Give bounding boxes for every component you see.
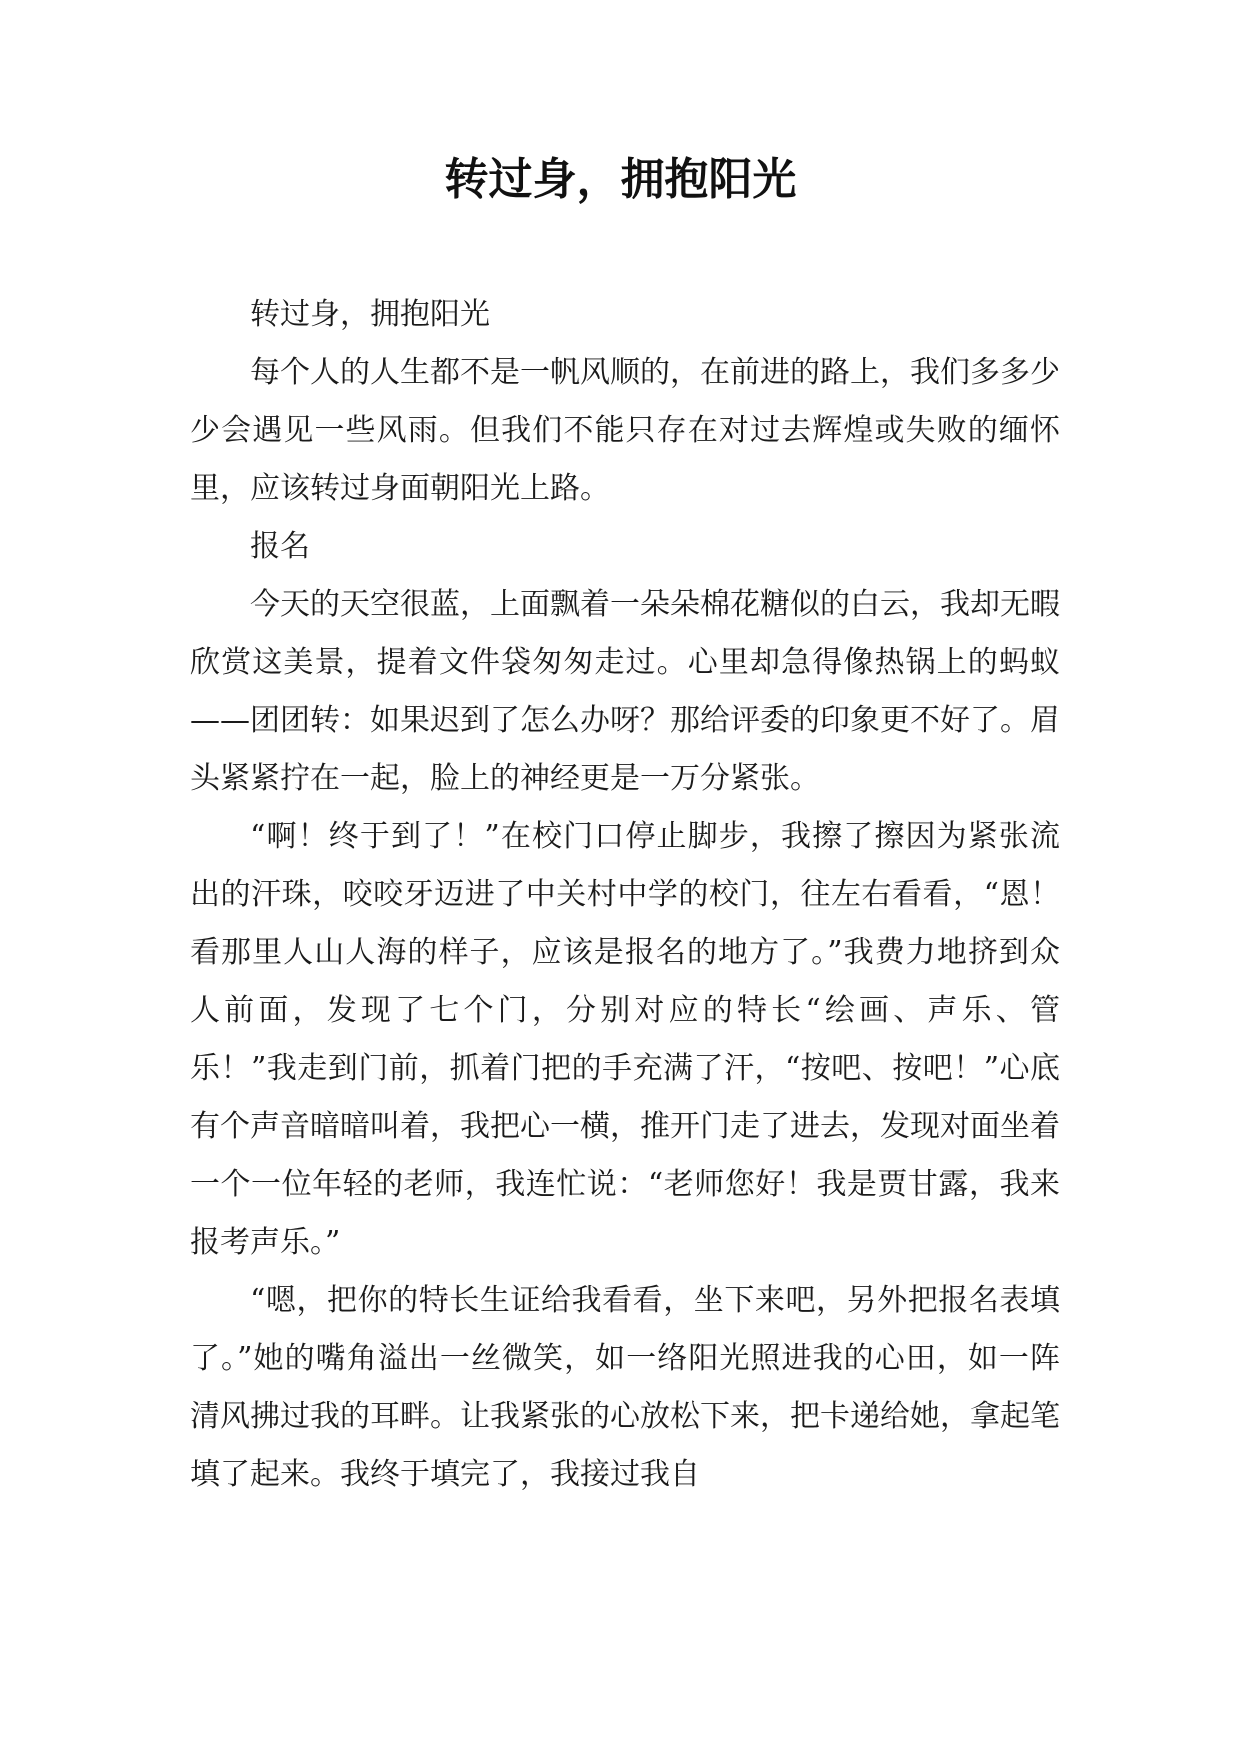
paragraph: 今天的天空很蓝，上面飘着一朵朵棉花糖似的白云，我却无暇欣赏这美景，提着文件袋匆匆走过。心里却急得像热锅上的蚂蚁——团团转：如果迟到了怎么办呀？那给评委的印象更不好了。眉头紧紧拧在一起，脸上的神经更是一万分紧张。 xyxy=(190,587,1060,796)
paragraph-heading: 转过身，拥抱阳光 xyxy=(250,297,490,332)
document-title: 转过身，拥抱阳光 xyxy=(444,154,797,205)
paragraph: “啊！终于到了！”在校门口停止脚步，我擦了擦因为紧张流出的汗珠，咬咬牙迈进了中关村中学的校门，往左右看看，“恩！看那里人山人海的样子，应该是报名的地方了。”我费力地挤到众人前面，发现了七个门，分别对应的特长“绘画、声乐、管乐！”我走到门前，抓着门把的手充满了汗，“按吧、按吧！”心底有个声音暗暗叫着，我把心一横，推开门走了进去，发现对面坐着一个一位年轻的老师，我连忙说：“老师您好！我是贾甘露，我来报考声乐。” xyxy=(190,819,1060,1260)
paragraph-intro: 每个人的人生都不是一帆风顺的，在前进的路上，我们多多少少会遇见一些风雨。但我们不能只存在对过去辉煌或失败的缅怀里，应该转过身面朝阳光上路。 xyxy=(190,355,1060,506)
section-heading-registration: 报名 xyxy=(250,529,310,564)
document-body xyxy=(190,286,1060,1504)
paragraph: “嗯，把你的特长生证给我看看，坐下来吧，另外把报名表填了。”她的嘴角溢出一丝微笑，如一络阳光照进我的心田，如一阵清风拂过我的耳畔。让我紧张的心放松下来，把卡递给她，拿起笔填了起来。我终于填完了，我接过我自 xyxy=(190,1283,1060,1492)
